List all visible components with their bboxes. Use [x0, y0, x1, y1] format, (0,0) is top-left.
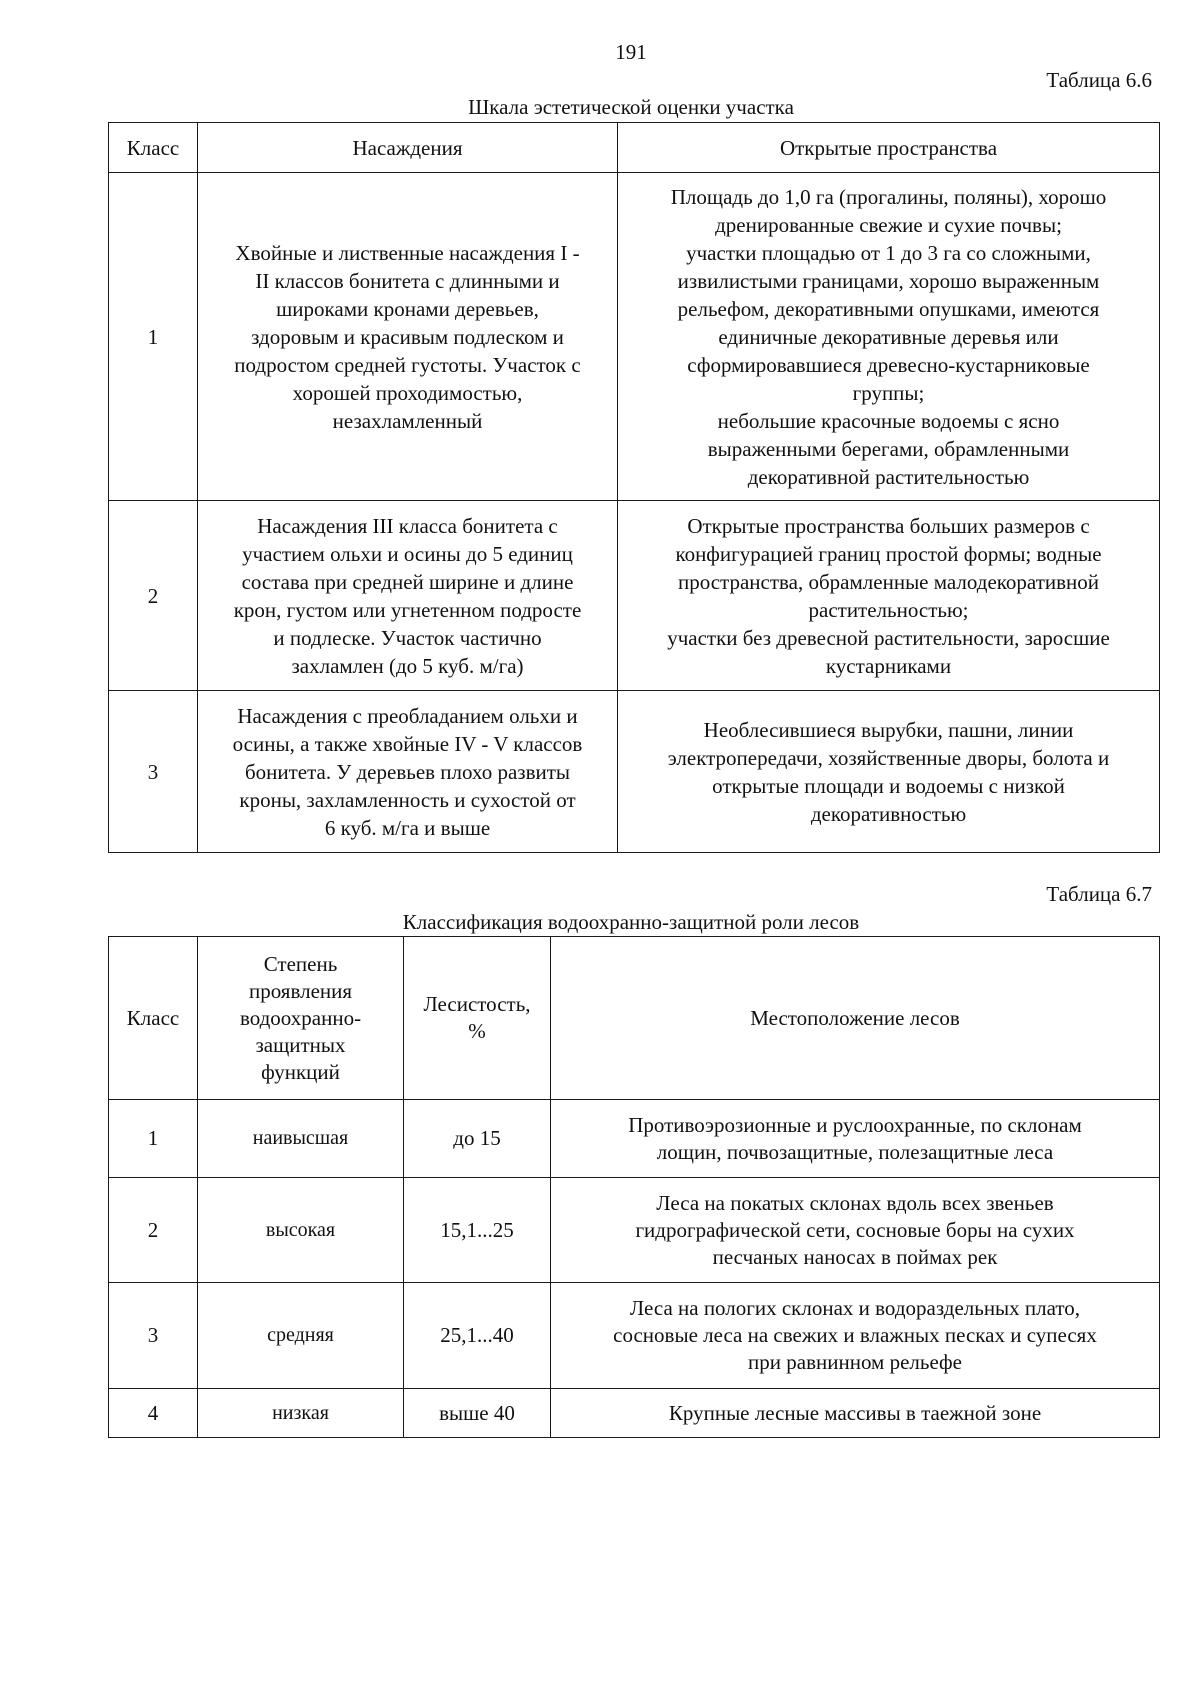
- page-number: 191: [615, 40, 647, 64]
- header-forest-cover: Лесистость, %: [404, 937, 551, 1100]
- header-plantings: Насаждения: [198, 123, 618, 173]
- class-cell: 3: [109, 1283, 198, 1389]
- table-6-6-title: Шкала эстетической оценки участка: [468, 95, 794, 119]
- location-cell: Крупные лесные массивы в таежной зоне: [551, 1389, 1160, 1438]
- class-cell: 3: [109, 691, 198, 853]
- location-cell: Леса на покатых склонах вдоль всех звеньев гидрографической сети, сосновые боры на сухих песчаных наносах в поймах рек: [551, 1178, 1160, 1283]
- forest-cover-cell: 25,1...40: [404, 1283, 551, 1389]
- plantings-cell: Насаждения с преобладанием ольхи и осины, а также хвойные IV - V классов бонитета. У деревьев плохо развиты кроны, захламленность и сухостой от 6 куб. м/га и выше: [198, 691, 618, 853]
- open-spaces-cell: Необлесившиеся вырубки, пашни, линии электропередачи, хозяйственные дворы, болота и открытые площади и водоемы с низкой декоративностью: [618, 691, 1160, 853]
- forest-cover-cell: 15,1...25: [404, 1178, 551, 1283]
- forest-cover-cell: до 15: [404, 1100, 551, 1178]
- table-row: [109, 1389, 1160, 1438]
- plantings-cell: Насаждения III класса бонитета с участием ольхи и осины до 5 единиц состава при средней ширине и длине крон, густом или угнетенном подросте и подлеске. Участок частично захламлен (до 5 куб. м/га): [198, 501, 618, 691]
- location-cell: Противоэрозионные и руслоохранные, по склонам лощин, почвозащитные, полезащитные леса: [551, 1100, 1160, 1178]
- aesthetic-scale-table: [108, 122, 1160, 853]
- water-protection-table: [108, 936, 1160, 1438]
- open-spaces-cell: Площадь до 1,0 га (прогалины, поляны), хорошо дренированные свежие и сухие почвы; участки площадью от 1 до 3 га со сложными, извилистыми границами, хорошо выраженным рельефом, декоративными опушками, имеются единичные декоративные деревья или сформировавшиеся древесно-кустарниковые группы; небольшие красочные водоемы с ясно выраженными берегами, обрамленными декоративной растительностью: [618, 173, 1160, 501]
- table-6-7-label: Таблица 6.7: [1046, 882, 1152, 906]
- header-degree: Степень проявления водоохранно- защитных функций: [198, 937, 404, 1100]
- header-class: Класс: [109, 123, 198, 173]
- table-row: [109, 691, 1160, 853]
- header-open-spaces: Открытые пространства: [618, 123, 1160, 173]
- table-row: [109, 1100, 1160, 1178]
- table-6-6-label: Таблица 6.6: [1046, 68, 1152, 92]
- degree-cell: средняя: [198, 1283, 404, 1389]
- table-row: [109, 1283, 1160, 1389]
- degree-cell: низкая: [198, 1389, 404, 1438]
- degree-cell: высокая: [198, 1178, 404, 1283]
- table-row: [109, 1178, 1160, 1283]
- forest-cover-cell: выше 40: [404, 1389, 551, 1438]
- class-cell: 2: [109, 501, 198, 691]
- plantings-cell: Хвойные и лиственные насаждения I - II классов бонитета с длинными и широками кронами деревьев, здоровым и красивым подлеском и подростом средней густоты. Участок с хорошей проходимостью, незахламленный: [198, 173, 618, 501]
- location-cell: Леса на пологих склонах и водораздельных плато, сосновые леса на свежих и влажных песках и супесях при равнинном рельефе: [551, 1283, 1160, 1389]
- open-spaces-cell: Открытые пространства больших размеров с конфигурацией границ простой формы; водные пространства, обрамленные малодекоративной растительностью; участки без древесной растительности, заросшие кустарниками: [618, 501, 1160, 691]
- class-cell: 4: [109, 1389, 198, 1438]
- class-cell: 1: [109, 1100, 198, 1178]
- header-location: Местоположение лесов: [551, 937, 1160, 1100]
- degree-cell: наивысшая: [198, 1100, 404, 1178]
- table-row: [109, 173, 1160, 501]
- class-cell: 1: [109, 173, 198, 501]
- header-class: Класс: [109, 937, 198, 1100]
- table-row: [109, 501, 1160, 691]
- table-6-7-title: Классификация водоохранно-защитной роли лесов: [402, 910, 860, 934]
- class-cell: 2: [109, 1178, 198, 1283]
